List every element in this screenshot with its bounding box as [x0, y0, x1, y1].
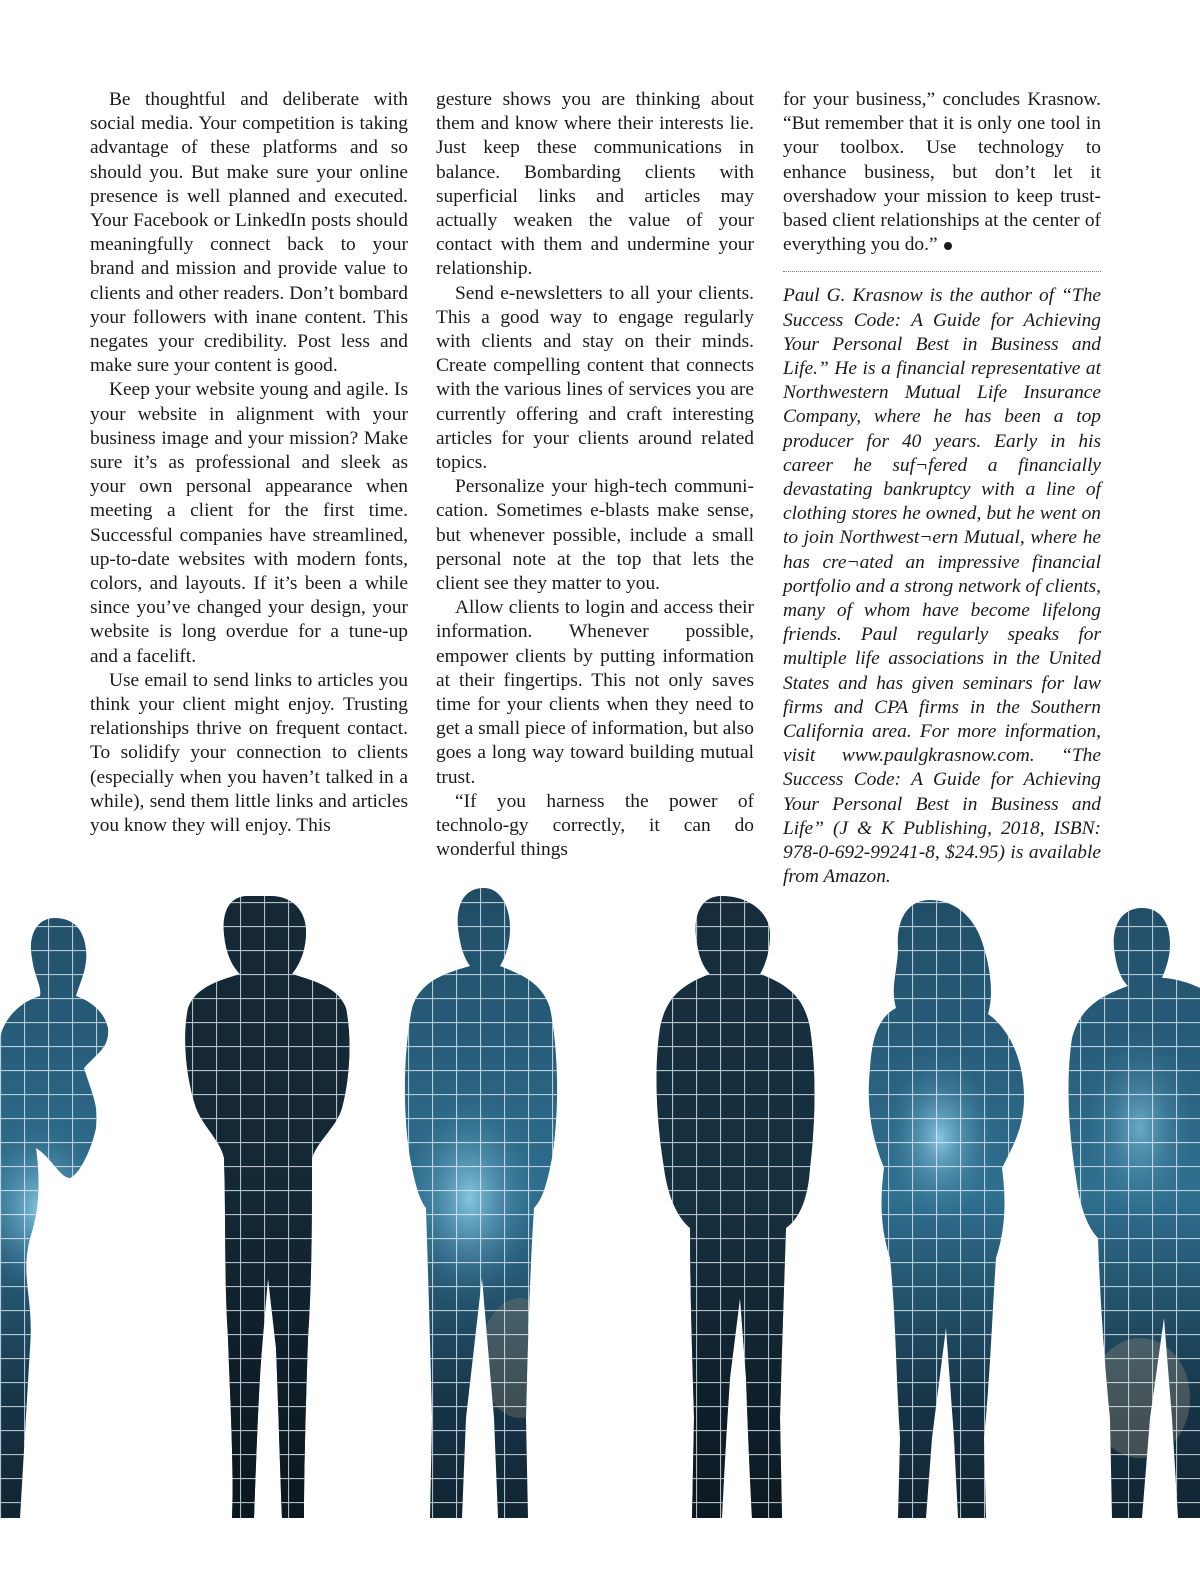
article-body: [90, 88, 1110, 888]
paragraph-e-newsletters: Send e-newsletters to all your clients. This a good way to engage regularly with clients and stay on their minds. Create compelling content that connects with the various lines of services you are currently offering and craft interesting articles for your clients around related topics.: [436, 282, 754, 474]
business-people-silhouettes-image: [0, 878, 1200, 1582]
paragraph-client-login: Allow clients to login and access their information. Whenever possible, empower clients by putting information at their fingertips. This not only saves time for your clients when they need to get a small piece of information, but also goes a long way toward building mutual trust.: [436, 597, 754, 788]
paragraph-email-links: Use email to send links to articles you think your client might enjoy. Trusting relationships thrive on frequent contact. To solidify your connection to clients (especially when you haven’t talked in a while), send them little links and articles you know they will enjoy. This: [90, 669, 408, 837]
paragraph-conclusion: [783, 88, 1101, 257]
end-mark-icon: [944, 242, 952, 250]
text-column-3: [783, 88, 1101, 890]
paragraph-social-media: Be thoughtful and deliberate with social media. Your competition is taking advantage of these platforms and so should you. But make sure your online presence is well planned and executed. Your Facebook or LinkedIn posts should meaningfully connect back to your brand and mission and provide value to clients and other readers. Don’t bombard your followers with inane content. This negates your credibility. Post less and make sure your content is good.: [90, 89, 408, 377]
text-column-2: [436, 88, 754, 863]
text-column-1: [90, 88, 408, 838]
author-bio: Paul G. Krasnow is the author of “The Success Code: A Guide for Achieving Your Personal Best in Business and Life.” He is a financial representative at Northwestern Mutual Life Insurance Company, where he has been a top producer for 40 years. Early in his career he suf¬fered a financially devastating bankruptcy with a line of clothing stores he owned, but he went on to join Northwest¬ern Mutual, where he has cre¬ated an impressive financial portfolio and a strong network of clients, many of whom have become lifelong friends. Paul regularly speaks for multiple life associations in the United States and has given seminars for law firms and CPA firms in the Southern California area. For more information, visit www.paulgkrasnow.com. “The Success Code: A Guide for Achieving Your Personal Best in Business and Life” (J & K Publishing, 2018, ISBN: 978-0-692-99241-8, $24.95) is available from Amazon.: [783, 285, 1101, 888]
conclusion-text: for your business,” concludes Krasnow. “But remember that it is only one tool in your toolbox. Use technology to enhance business, but don’t let it overshadow your mission to keep trust-based client relationships at the center of everything you do.”: [783, 89, 1101, 256]
bio-divider: [783, 271, 1101, 272]
paragraph-personalize: Personalize your high-tech communi-cation. Sometimes e-blasts make sense, but whenever possible, include a small personal note at the top that lets the client see they matter to you.: [436, 476, 754, 595]
paragraph-quote-start: “If you harness the power of technolo-gy correctly, it can do wonderful things: [436, 790, 754, 861]
paragraph-gesture: gesture shows you are thinking about them and know where their interests lie. Just keep these communications in balance. Bombarding clients with superficial links and articles may actually weaken the value of your contact with them and undermine your relationship.: [436, 89, 754, 280]
paragraph-website: Keep your website young and agile. Is your website in alignment with your business image and your mission? Make sure it’s as professional and sleek as your own personal appearance when meeting a client for the first time. Successful companies have streamlined, up-to-date websites with modern fonts, colors, and layouts. If it’s been a while since you’ve changed your design, your website is long overdue for a tune-up and a facelift.: [90, 379, 408, 667]
